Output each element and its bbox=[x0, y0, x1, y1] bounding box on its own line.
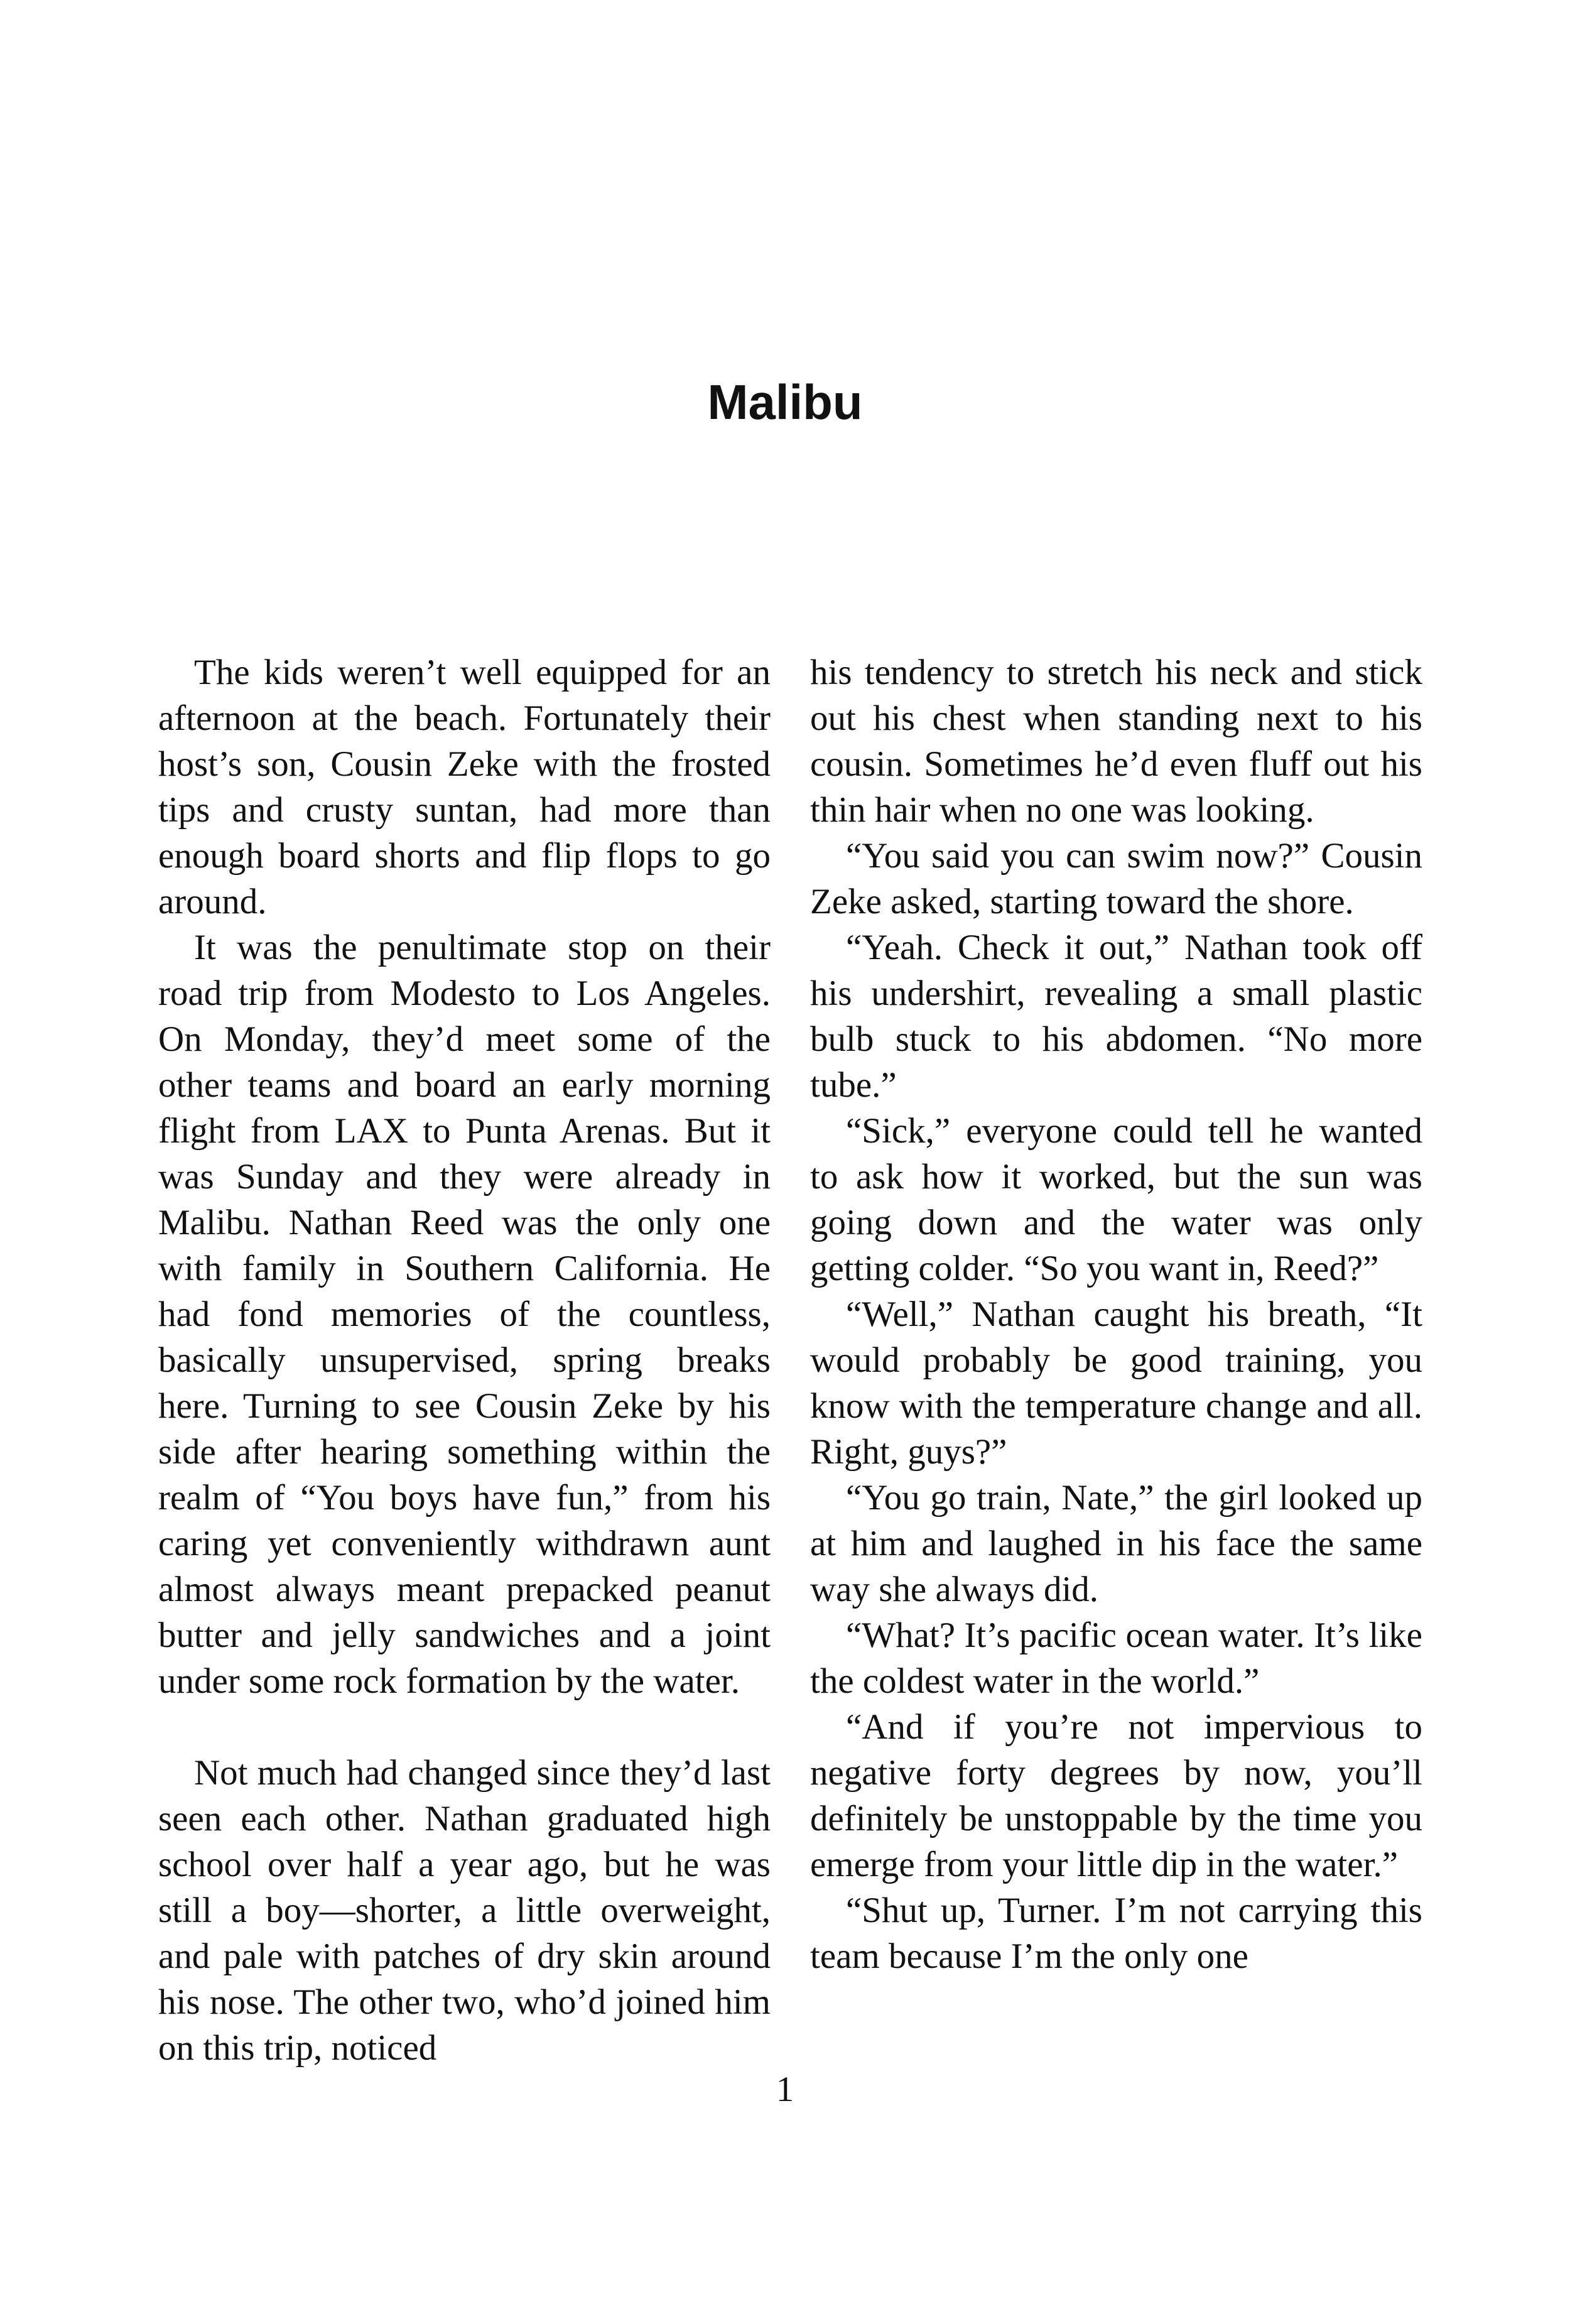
paragraph: The kids weren’t well equipped for an afternoon at the beach. Fortunately their host’s son, Cousin Zeke with the frosted tips and crusty suntan, had more than enough board shorts and flip flops to go around. bbox=[158, 653, 771, 921]
paragraph: Not much had changed since they’d last seen each other. Nathan graduated high school over half a year ago, but he was still a boy—shorter, a little overweight, and pale with patches of dry skin around his nose. The other two, who’d joined him on this trip, noticed bbox=[158, 1753, 771, 2068]
paragraph-continuation: his tendency to stretch his neck and stick out his chest when standing next to his cousin. Sometimes he’d even fluff out his thin hair when no one was looking. bbox=[810, 653, 1422, 830]
right-text-column bbox=[810, 649, 1422, 1979]
left-text-column bbox=[158, 649, 771, 2071]
chapter-title: Malibu bbox=[707, 374, 863, 430]
page-number: 1 bbox=[776, 2070, 794, 2109]
paragraph: “Well,” Nathan caught his breath, “It would probably be good training, you know with the temperature change and all. Right, guys?” bbox=[810, 1295, 1422, 1472]
paragraph: “You go train, Nate,” the girl looked up at him and laughed in his face the same way she always did. bbox=[810, 1478, 1422, 1609]
paragraph: “What? It’s pacific ocean water. It’s like the coldest water in the world.” bbox=[810, 1615, 1422, 1701]
paragraph: “Sick,” everyone could tell he wanted to ask how it worked, but the sun was going down and the water was only getting colder. “So you want in, Reed?” bbox=[810, 1111, 1422, 1288]
paragraph: “You said you can swim now?” Cousin Zeke asked, starting toward the shore. bbox=[810, 836, 1422, 921]
paragraph: It was the penultimate stop on their road trip from Modesto to Los Angeles. On Monday, they’d meet some of the other teams and board an early morning flight from LAX to Punta Arenas. But it was Sunday and they were already in Malibu. Nathan Reed was the only one with family in Southern California. He had fond memories of the countless, basically unsupervised, spring breaks here. Turning to see Cousin Zeke by his side after hearing something within the realm of “You boys have fun,” from his caring yet conveniently withdrawn aunt almost always meant prepacked peanut butter and jelly sandwiches and a joint under some rock formation by the water. bbox=[158, 928, 771, 1701]
paragraph: “Yeah. Check it out,” Nathan took off his undershirt, revealing a small plastic bulb stuck to his abdomen. “No more tube.” bbox=[810, 928, 1422, 1105]
paragraph: “And if you’re not impervious to negative forty degrees by now, you’ll definitely be unstoppable by the time you emerge from your little dip in the water.” bbox=[810, 1707, 1422, 1884]
paragraph: “Shut up, Turner. I’m not carrying this team because I’m the only one bbox=[810, 1891, 1422, 1976]
